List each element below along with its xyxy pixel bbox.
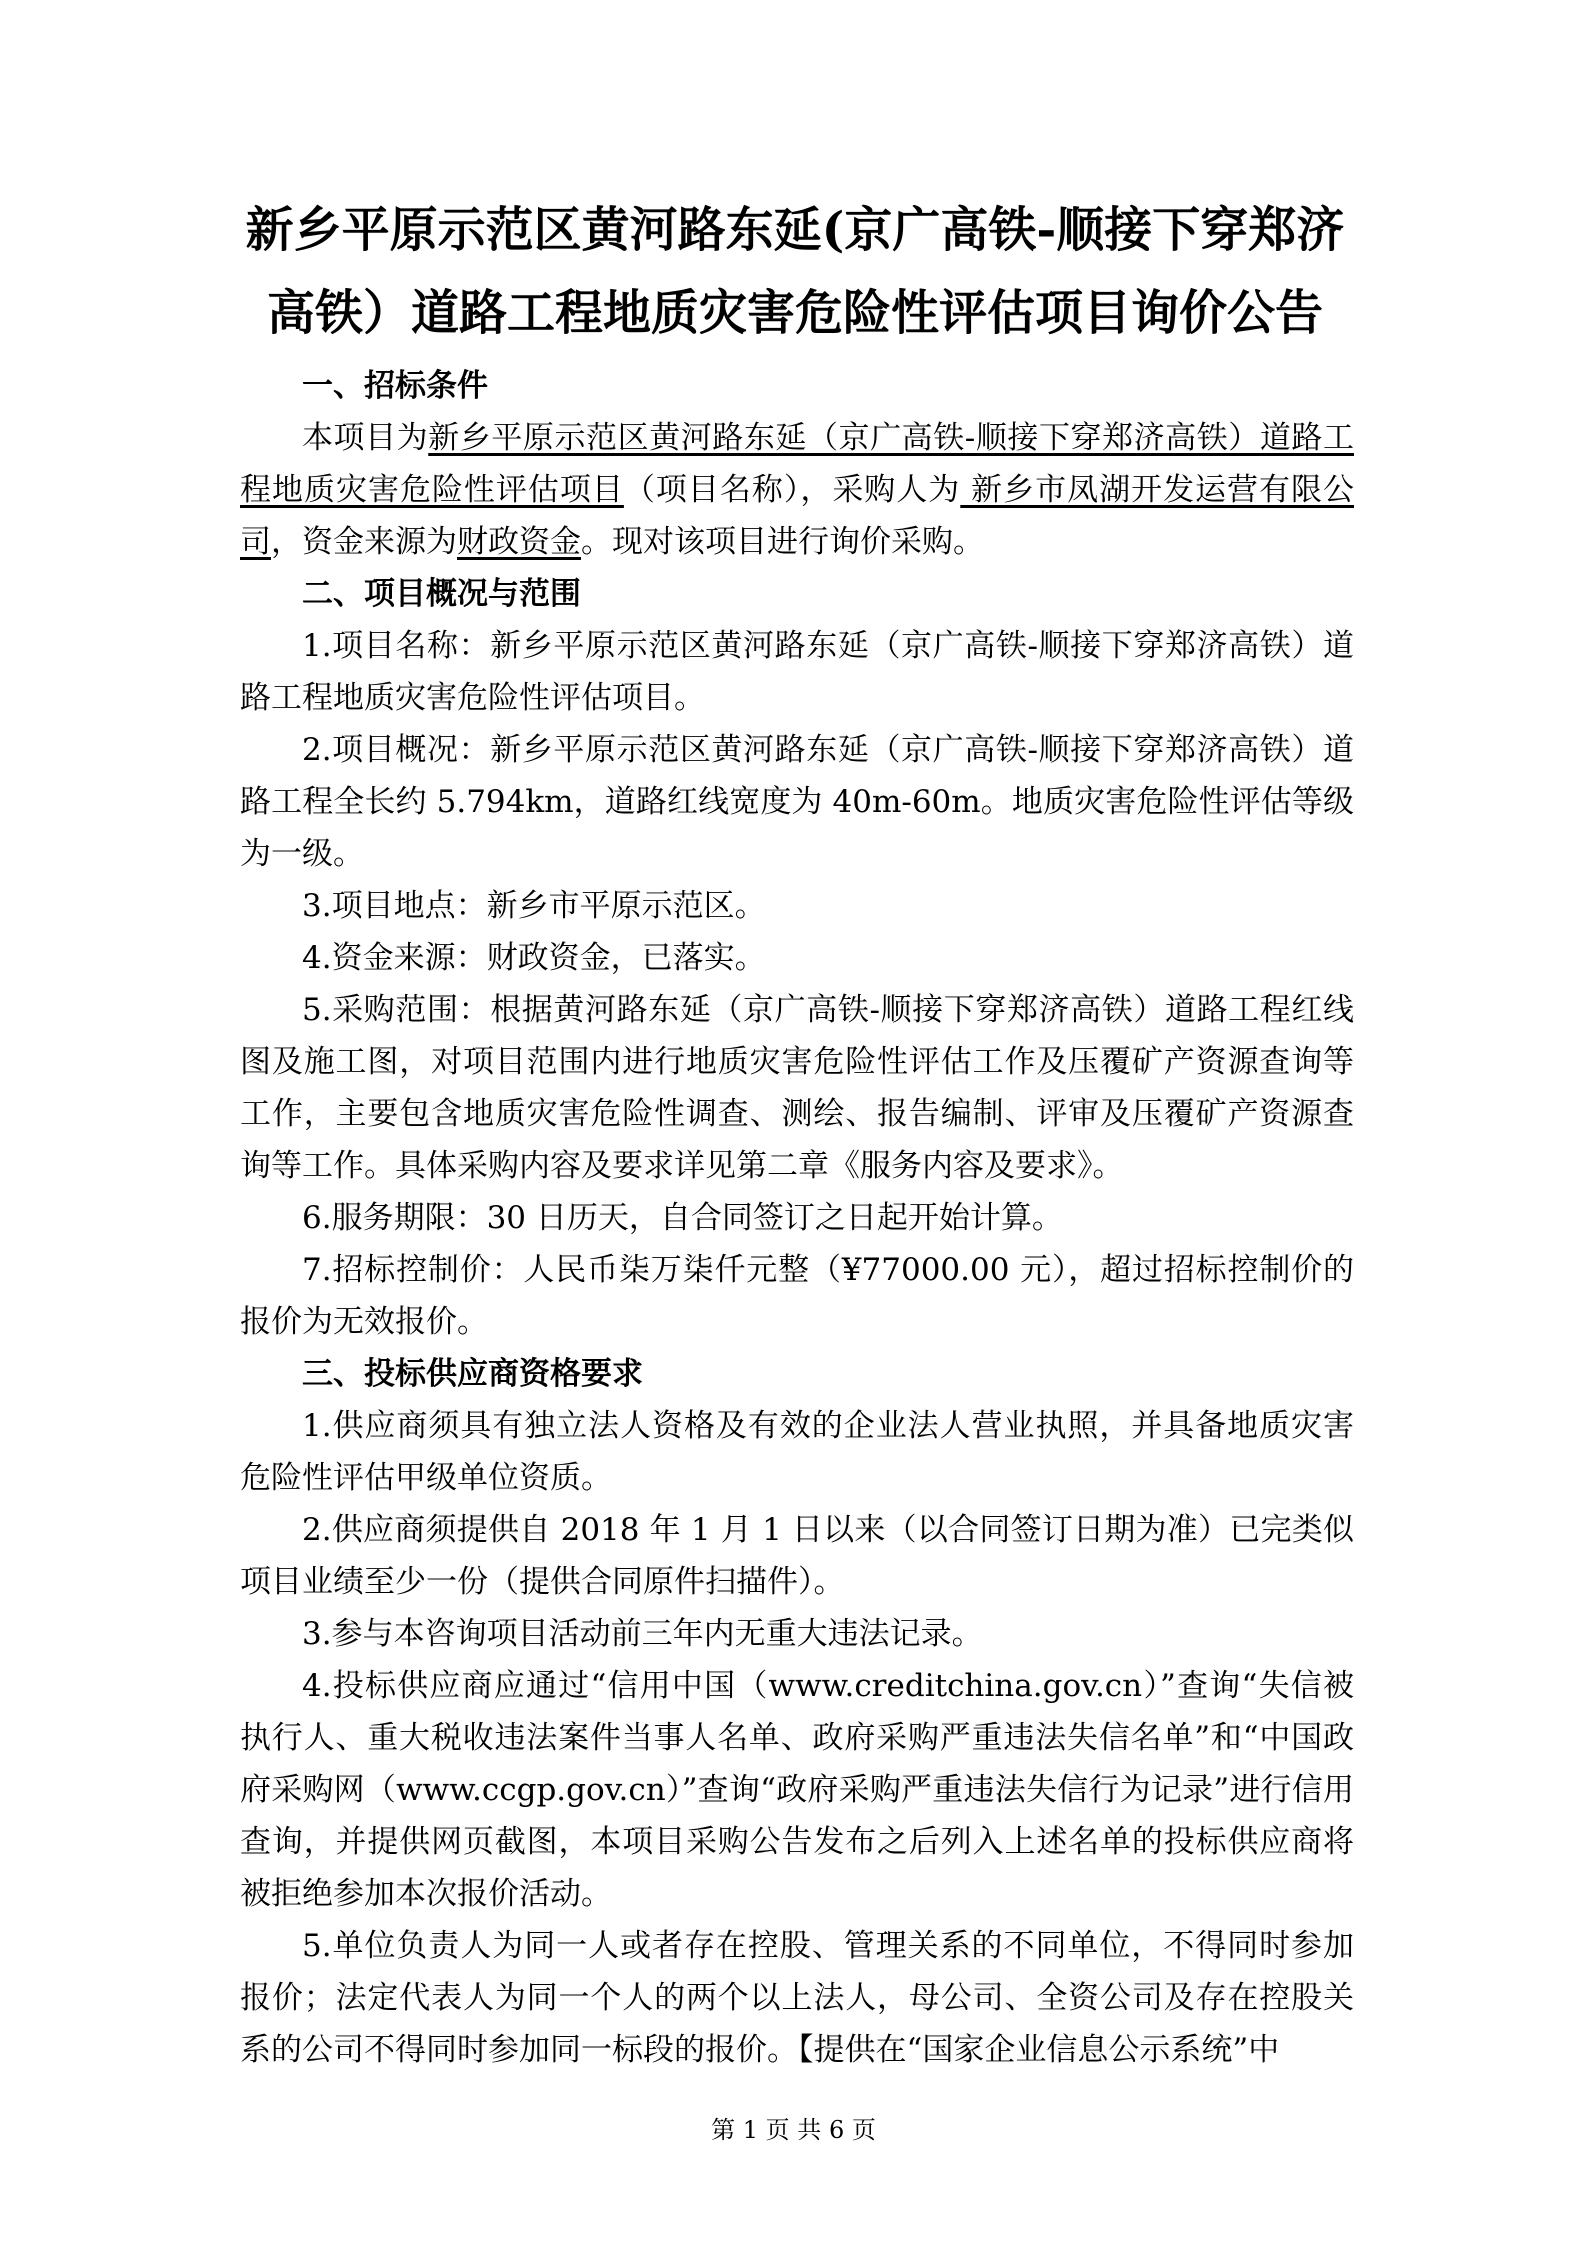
section-3-item: 4.投标供应商应通过“信用中国（www.creditchina.gov.cn）”查询“失信被执行人、重大税收违法案件当事人名单、政府采购严重违法失信名单”和“中国政府采购网（www.ccgp.gov.cn）”查询“政府采购严重违法失信行为记录”进行信用查询，并提供网页截图，本项目采购公告发布之后列入上述名单的投标供应商将被拒绝参加本次报价活动。: [240, 1668, 1354, 1912]
section-heading-1: 一、招标条件: [302, 368, 488, 404]
page-number-footer: 第 1 页 共 6 页: [711, 2116, 876, 2144]
section-2-item: 7.招标控制价：人民币柒万柒仟元整（¥77000.00 元），超过招标控制价的报价为无效报价。: [240, 1252, 1354, 1340]
section-2-item: 3.项目地点：新乡市平原示范区。: [302, 888, 766, 924]
section-2-item: 2.项目概况：新乡平原示范区黄河路东延（京广高铁-顺接下穿郑济高铁）道路工程全长约 5.794km，道路红线宽度为 40m-60m。地质灾害危险性评估等级为一级。: [240, 732, 1354, 872]
section-3-item: 5.单位负责人为同一人或者存在控股、管理关系的不同单位，不得同时参加报价；法定代表人为同一个人的两个以上法人，母公司、全资公司及存在控股关系的公司不得同时参加同一标段的报价。【提供在“国家企业信息公示系统”中: [240, 1928, 1354, 2068]
text-segment: （项目名称），采购人为: [623, 472, 961, 508]
section-3-item: 3.参与本咨询项目活动前三年内无重大违法记录。: [302, 1616, 983, 1652]
section-2-item: 1.项目名称：新乡平原示范区黄河路东延（京广高铁-顺接下穿郑济高铁）道路工程地质灾害危险性评估项目。: [240, 628, 1354, 716]
section-3-item: 2.供应商须提供自 2018 年 1 月 1 日以来（以合同签订日期为准）已完类似项目业绩至少一份（提供合同原件扫描件）。: [240, 1512, 1354, 1600]
text-segment: 。现对该项目进行询价采购。: [581, 524, 984, 560]
section-1-paragraph: [240, 412, 1354, 568]
section-2-item: 5.采购范围：根据黄河路东延（京广高铁-顺接下穿郑济高铁）道路工程红线图及施工图，对项目范围内进行地质灾害危险性评估工作及压覆矿产资源查询等工作，主要包含地质灾害危险性调查、测绘、报告编制、评审及压覆矿产资源查询等工作。具体采购内容及要求详见第二章《服务内容及要求》。: [240, 992, 1354, 1184]
document-title-line-1: 新乡平原示范区黄河路东延(京广高铁-顺接下穿郑济: [245, 202, 1345, 258]
text-segment: 本项目为: [302, 420, 429, 456]
section-heading-3: 三、投标供应商资格要求: [302, 1356, 643, 1392]
section-2-item: 4.资金来源：财政资金，已落实。: [302, 940, 766, 976]
fund-source-underlined: 财政资金: [457, 524, 581, 560]
project-name-underlined: 新乡平原示范区黄河路东延（京广高铁-顺接下穿郑济高铁）道路工程地质灾害危险性评估项目: [240, 420, 1354, 508]
document-body: [240, 360, 1354, 2076]
section-heading-2: 二、项目概况与范围: [302, 576, 581, 612]
text-segment: ，资金来源为: [271, 524, 457, 560]
section-3-item: 1.供应商须具有独立法人资格及有效的企业法人营业执照，并具备地质灾害危险性评估甲级单位资质。: [240, 1408, 1354, 1496]
buyer-name-underlined: 新乡市凤湖开发运营有限公司: [240, 472, 1355, 560]
document-title-line-2: 高铁）道路工程地质灾害危险性评估项目询价公告: [266, 285, 1323, 341]
section-2-item: 6.服务期限：30 日历天，自合同签订之日起开始计算。: [302, 1200, 1063, 1236]
